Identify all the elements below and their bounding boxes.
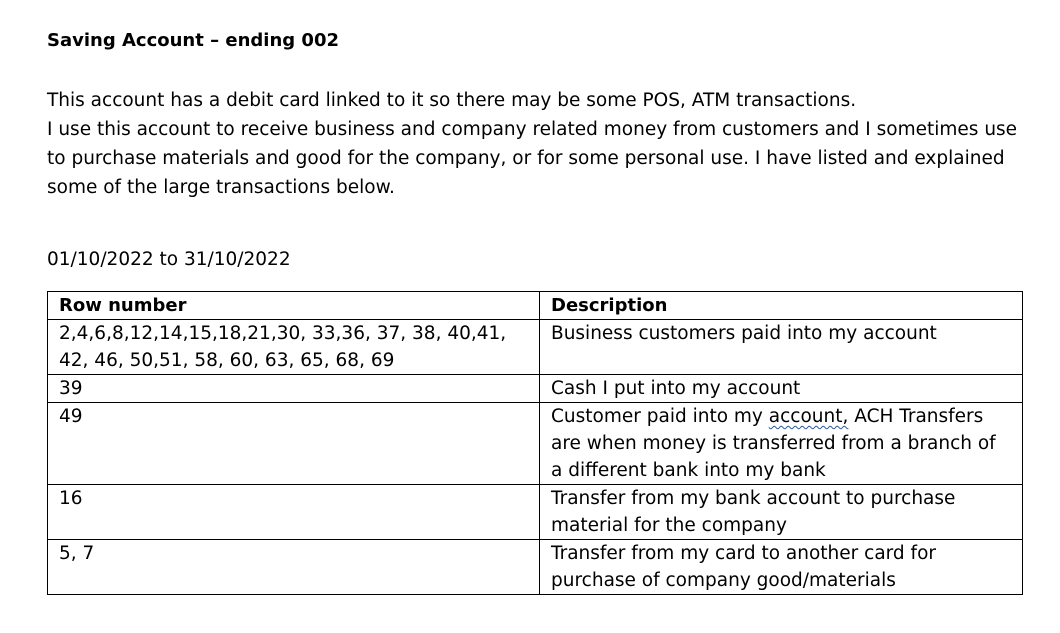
intro-line-2: I use this account to receive business and company related money from customers and I sometimes use to purchase materials and good for the company, or for some personal use. I have listed and explained some of the large transactions below. <box>47 119 1018 198</box>
row-number-cell: 49 <box>48 403 540 485</box>
row-number-cell: 2,4,6,8,12,14,15,18,21,30, 33,36, 37, 38, 40,41, 42, 46, 50,51, 58, 60, 63, 65, 68, 69 <box>48 320 540 375</box>
spellcheck-flagged-word[interactable]: account, <box>768 406 849 427</box>
row-number-cell: 16 <box>48 485 540 540</box>
date-range: 01/10/2022 to 31/10/2022 <box>47 249 291 270</box>
description-cell: Business customers paid into my account <box>540 320 1023 375</box>
table-row <box>48 540 1023 595</box>
column-header-description: Description <box>540 292 1023 320</box>
table-row <box>48 320 1023 375</box>
transactions-table <box>47 291 1023 595</box>
description-cell <box>540 403 1023 485</box>
column-header-row-number: Row number <box>48 292 540 320</box>
description-cell: Transfer from my card to another card for purchase of company good/materials <box>540 540 1023 595</box>
description-cell: Cash I put into my account <box>540 375 1023 403</box>
table-row <box>48 403 1023 485</box>
description-text-after: ACH Transfers are when money is transferred from a branch of a different bank into my bank <box>551 406 996 481</box>
table-header-row <box>48 292 1023 320</box>
intro-paragraph <box>47 86 1022 202</box>
table-row <box>48 375 1023 403</box>
description-text-before: Customer paid into my <box>551 406 769 427</box>
row-number-cell: 5, 7 <box>48 540 540 595</box>
row-number-cell: 39 <box>48 375 540 403</box>
intro-line-1: This account has a debit card linked to it so there may be some POS, ATM transactions. <box>47 90 857 111</box>
document-title: Saving Account – ending 002 <box>47 30 339 51</box>
description-cell: Transfer from my bank account to purchase material for the company <box>540 485 1023 540</box>
table-row <box>48 485 1023 540</box>
